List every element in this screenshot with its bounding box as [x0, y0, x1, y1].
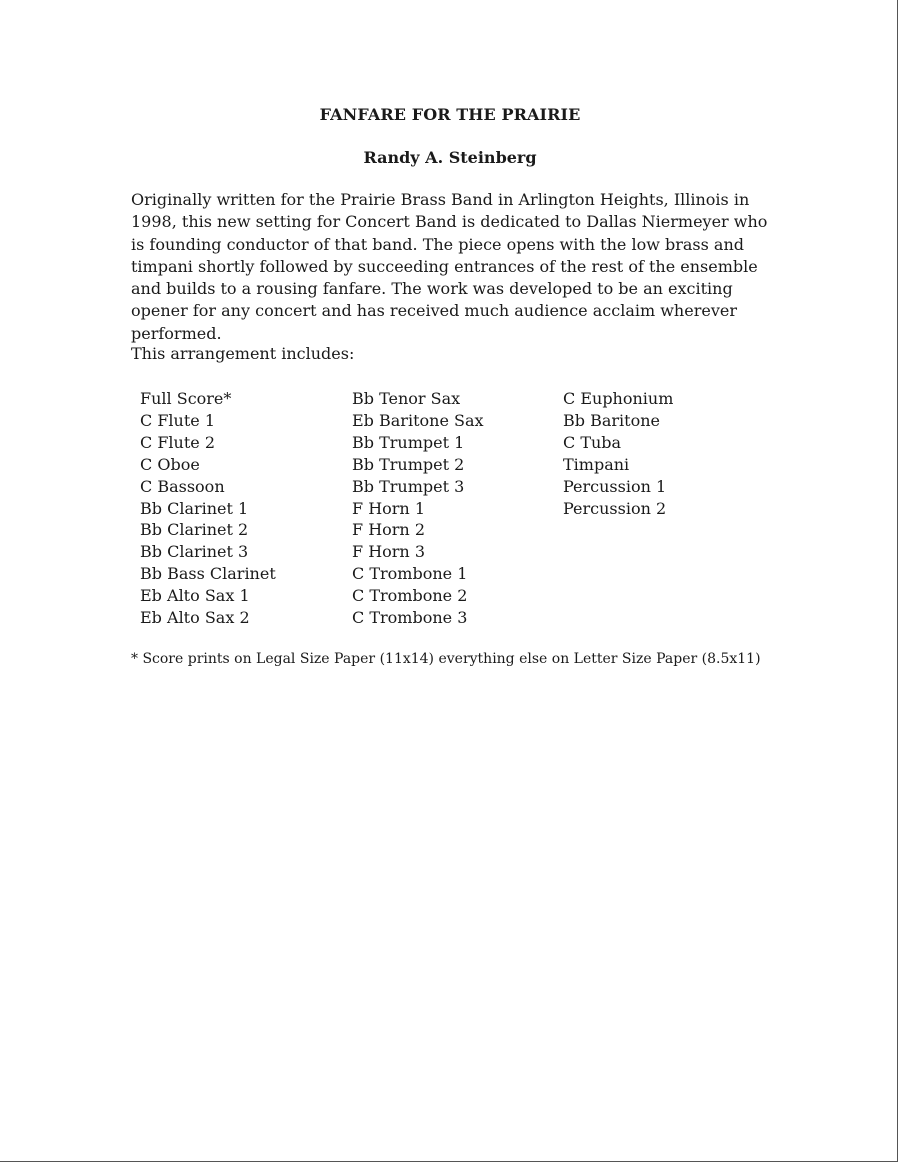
part-item: Bb Clarinet 1	[140, 498, 249, 518]
part-item: C Trombone 3	[352, 608, 468, 628]
part-item: Full Score*	[140, 389, 232, 408]
part-item: Bb Trumpet 3	[352, 476, 465, 496]
part-item: C Flute 1	[140, 410, 216, 430]
parts-column-2	[352, 388, 572, 629]
document-title: FANFARE FOR THE PRAIRIE	[319, 105, 581, 124]
part-item: Eb Baritone Sax	[352, 410, 484, 430]
part-item: Timpani	[563, 454, 630, 474]
part-item: C Trombone 2	[352, 586, 468, 606]
part-item: Eb Alto Sax 2	[140, 608, 250, 628]
composer-name: Randy A. Steinberg	[363, 148, 537, 167]
part-item: Bb Trumpet 1	[352, 432, 465, 452]
includes-label: This arrangement includes:	[131, 344, 355, 363]
description-paragraph: Originally written for the Prairie Brass Band in Arlington Heights, Illinois in 1998, this new setting for Concert Band is dedicated to Dallas Niermeyer who is founding conductor of that band. The piece opens with the low brass and timpani shortly followed by succeeding entrances of the rest of the ensemble and builds to a rousing fanfare. The work was developed to be an exciting opener for any concert and has received much audience acclaim wherever performed.	[131, 190, 768, 343]
footnote: * Score prints on Legal Size Paper (11x14) everything else on Letter Size Paper (8.5x11)	[131, 651, 761, 667]
part-item: Eb Alto Sax 1	[140, 586, 250, 606]
part-item: C Oboe	[140, 454, 200, 474]
part-item: Bb Trumpet 2	[352, 454, 465, 474]
part-item: F Horn 1	[352, 498, 425, 518]
part-item: C Flute 2	[140, 432, 216, 452]
part-item: C Tuba	[563, 432, 622, 452]
part-item: Bb Clarinet 3	[140, 542, 249, 562]
part-item: Percussion 1	[563, 476, 667, 496]
part-item: Bb Tenor Sax	[352, 389, 461, 408]
part-item: F Horn 2	[352, 520, 425, 540]
parts-column-3	[563, 388, 783, 519]
part-item: Percussion 2	[563, 498, 667, 518]
part-item: Bb Baritone	[563, 410, 660, 430]
part-item: Bb Clarinet 2	[140, 520, 249, 540]
part-item: Bb Bass Clarinet	[140, 564, 276, 584]
part-item: C Trombone 1	[352, 564, 468, 584]
parts-column-1	[140, 388, 360, 629]
part-item: C Bassoon	[140, 476, 225, 496]
part-item: F Horn 3	[352, 542, 425, 562]
part-item: C Euphonium	[563, 389, 674, 408]
